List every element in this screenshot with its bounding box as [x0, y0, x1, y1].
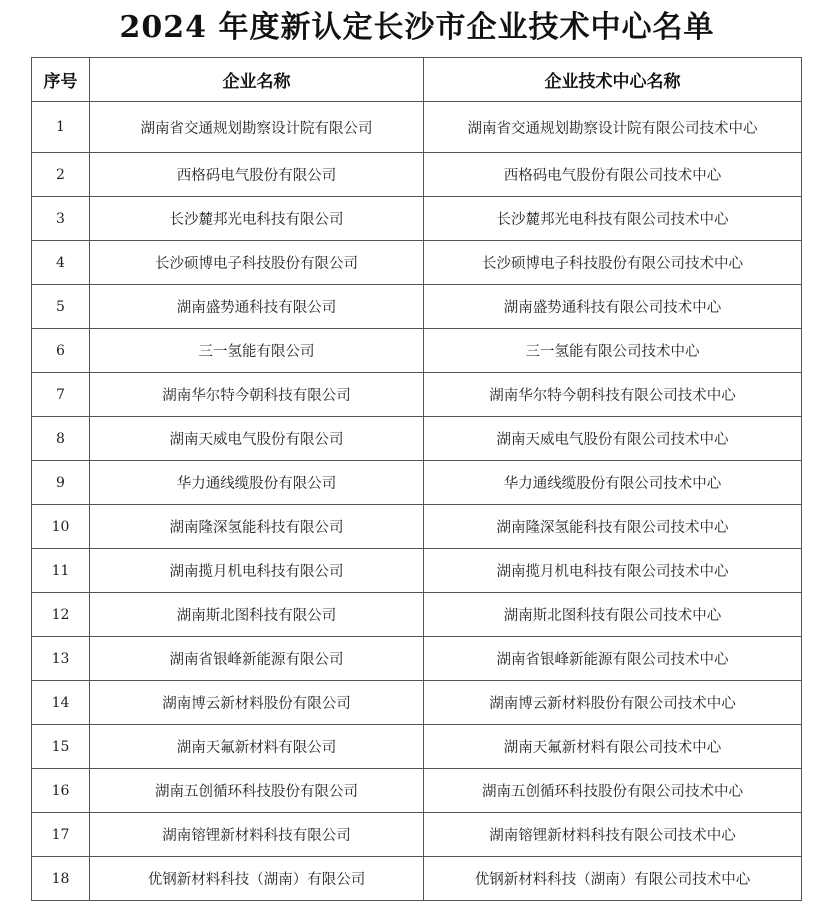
- company-name: 湖南博云新材料股份有限公司: [90, 681, 424, 725]
- page-title: 2024 年度新认定长沙市企业技术中心名单: [119, 10, 715, 45]
- table-row: [32, 593, 802, 637]
- tech-center-name: 西格码电气股份有限公司技术中心: [424, 153, 802, 197]
- tech-center-name: 湖南天威电气股份有限公司技术中心: [424, 417, 802, 461]
- table-row: [32, 102, 802, 153]
- company-name: 湖南揽月机电科技有限公司: [90, 549, 424, 593]
- tech-center-name: 湖南斯北图科技有限公司技术中心: [424, 593, 802, 637]
- company-name: 湖南华尔特今朝科技有限公司: [90, 373, 424, 417]
- tech-center-name: 华力通线缆股份有限公司技术中心: [424, 461, 802, 505]
- tech-center-name: 优钢新材料科技（湖南）有限公司技术中心: [424, 857, 802, 901]
- tech-center-name: 湖南省交通规划勘察设计院有限公司技术中心: [424, 102, 802, 153]
- table-row: [32, 681, 802, 725]
- company-name: 湖南省银峰新能源有限公司: [90, 637, 424, 681]
- tech-center-name: 三一氢能有限公司技术中心: [424, 329, 802, 373]
- table-row: [32, 197, 802, 241]
- tech-center-name: 湖南博云新材料股份有限公司技术中心: [424, 681, 802, 725]
- column-header-index: 序号: [32, 58, 90, 102]
- table-row: [32, 285, 802, 329]
- company-name: 湖南省交通规划勘察设计院有限公司: [90, 102, 424, 153]
- company-name: 三一氢能有限公司: [90, 329, 424, 373]
- tech-center-name: 湖南省银峰新能源有限公司技术中心: [424, 637, 802, 681]
- table-row: [32, 329, 802, 373]
- row-index: 8: [32, 417, 90, 461]
- row-index: 12: [32, 593, 90, 637]
- company-name: 湖南镕锂新材料科技有限公司: [90, 813, 424, 857]
- tech-center-name: 湖南镕锂新材料科技有限公司技术中心: [424, 813, 802, 857]
- table-row: [32, 813, 802, 857]
- tech-center-name: 湖南揽月机电科技有限公司技术中心: [424, 549, 802, 593]
- company-name: 西格码电气股份有限公司: [90, 153, 424, 197]
- row-index: 16: [32, 769, 90, 813]
- column-header-company: 企业名称: [90, 58, 424, 102]
- column-header-center: 企业技术中心名称: [424, 58, 802, 102]
- tech-center-name: 长沙麓邦光电科技有限公司技术中心: [424, 197, 802, 241]
- row-index: 15: [32, 725, 90, 769]
- company-name: 长沙麓邦光电科技有限公司: [90, 197, 424, 241]
- company-name: 优钢新材料科技（湖南）有限公司: [90, 857, 424, 901]
- company-name: 长沙硕博电子科技股份有限公司: [90, 241, 424, 285]
- row-index: 9: [32, 461, 90, 505]
- table-row: [32, 769, 802, 813]
- row-index: 5: [32, 285, 90, 329]
- company-name: 湖南隆深氢能科技有限公司: [90, 505, 424, 549]
- row-index: 13: [32, 637, 90, 681]
- table-row: [32, 373, 802, 417]
- tech-center-name: 湖南天氟新材料有限公司技术中心: [424, 725, 802, 769]
- row-index: 1: [32, 102, 90, 153]
- table-row: [32, 417, 802, 461]
- table-row: [32, 857, 802, 901]
- table-row: [32, 725, 802, 769]
- table-header-row: [32, 58, 802, 102]
- row-index: 4: [32, 241, 90, 285]
- row-index: 7: [32, 373, 90, 417]
- company-name: 湖南天氟新材料有限公司: [90, 725, 424, 769]
- company-name: 湖南盛势通科技有限公司: [90, 285, 424, 329]
- tech-center-name: 长沙硕博电子科技股份有限公司技术中心: [424, 241, 802, 285]
- table-row: [32, 461, 802, 505]
- row-index: 14: [32, 681, 90, 725]
- company-name: 湖南五创循环科技股份有限公司: [90, 769, 424, 813]
- table-row: [32, 549, 802, 593]
- table-row: [32, 637, 802, 681]
- table-row: [32, 153, 802, 197]
- company-name: 湖南天威电气股份有限公司: [90, 417, 424, 461]
- tech-center-name: 湖南隆深氢能科技有限公司技术中心: [424, 505, 802, 549]
- table-row: [32, 241, 802, 285]
- row-index: 11: [32, 549, 90, 593]
- row-index: 6: [32, 329, 90, 373]
- row-index: 3: [32, 197, 90, 241]
- company-name: 湖南斯北图科技有限公司: [90, 593, 424, 637]
- row-index: 10: [32, 505, 90, 549]
- tech-center-name: 湖南盛势通科技有限公司技术中心: [424, 285, 802, 329]
- enterprise-table: [31, 57, 802, 901]
- row-index: 18: [32, 857, 90, 901]
- row-index: 17: [32, 813, 90, 857]
- company-name: 华力通线缆股份有限公司: [90, 461, 424, 505]
- tech-center-name: 湖南五创循环科技股份有限公司技术中心: [424, 769, 802, 813]
- row-index: 2: [32, 153, 90, 197]
- table-row: [32, 505, 802, 549]
- tech-center-name: 湖南华尔特今朝科技有限公司技术中心: [424, 373, 802, 417]
